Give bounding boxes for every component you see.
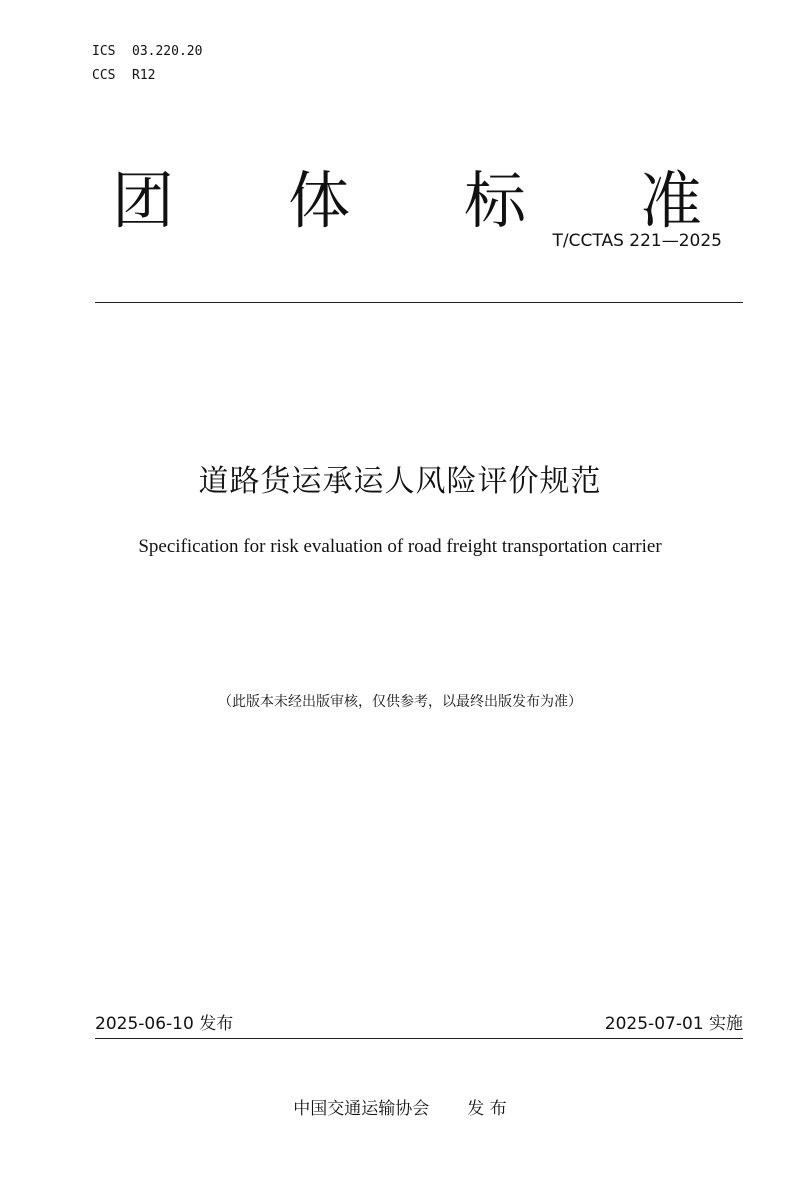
implement-date: 2025-07-01 实施 [604, 1014, 743, 1034]
ics-row [92, 40, 202, 64]
standard-type-char: 体 [287, 164, 350, 237]
footer-divider [95, 1038, 743, 1039]
publish-date: 2025-06-10 发布 [95, 1014, 234, 1034]
publisher-name: 中国交通运输协会 [293, 1099, 430, 1119]
ccs-row [92, 64, 202, 88]
ics-value: 03.220.20 [132, 44, 203, 59]
standard-number: T/CCTAS 221—2025 [552, 231, 722, 251]
date-row [95, 1013, 743, 1035]
publisher-line [0, 1097, 800, 1121]
standard-type-char: 团 [112, 164, 175, 237]
ics-label: ICS [92, 44, 116, 59]
document-title-cn: 道路货运承运人风险评价规范 [198, 464, 602, 499]
standard-type-heading [112, 165, 702, 237]
standard-type-char: 准 [639, 164, 702, 237]
classification-codes [92, 40, 202, 88]
document-title-en: Specification for risk evaluation of road freight transportation carrier [138, 536, 662, 557]
header-divider [95, 302, 743, 303]
ccs-label: CCS [92, 68, 116, 83]
standard-type-char: 标 [463, 164, 526, 237]
publisher-action: 发 布 [467, 1099, 507, 1119]
draft-note: （此版本未经出版审核，仅供参考，以最终出版发布为准） [218, 694, 582, 710]
ccs-value: R12 [132, 68, 156, 83]
